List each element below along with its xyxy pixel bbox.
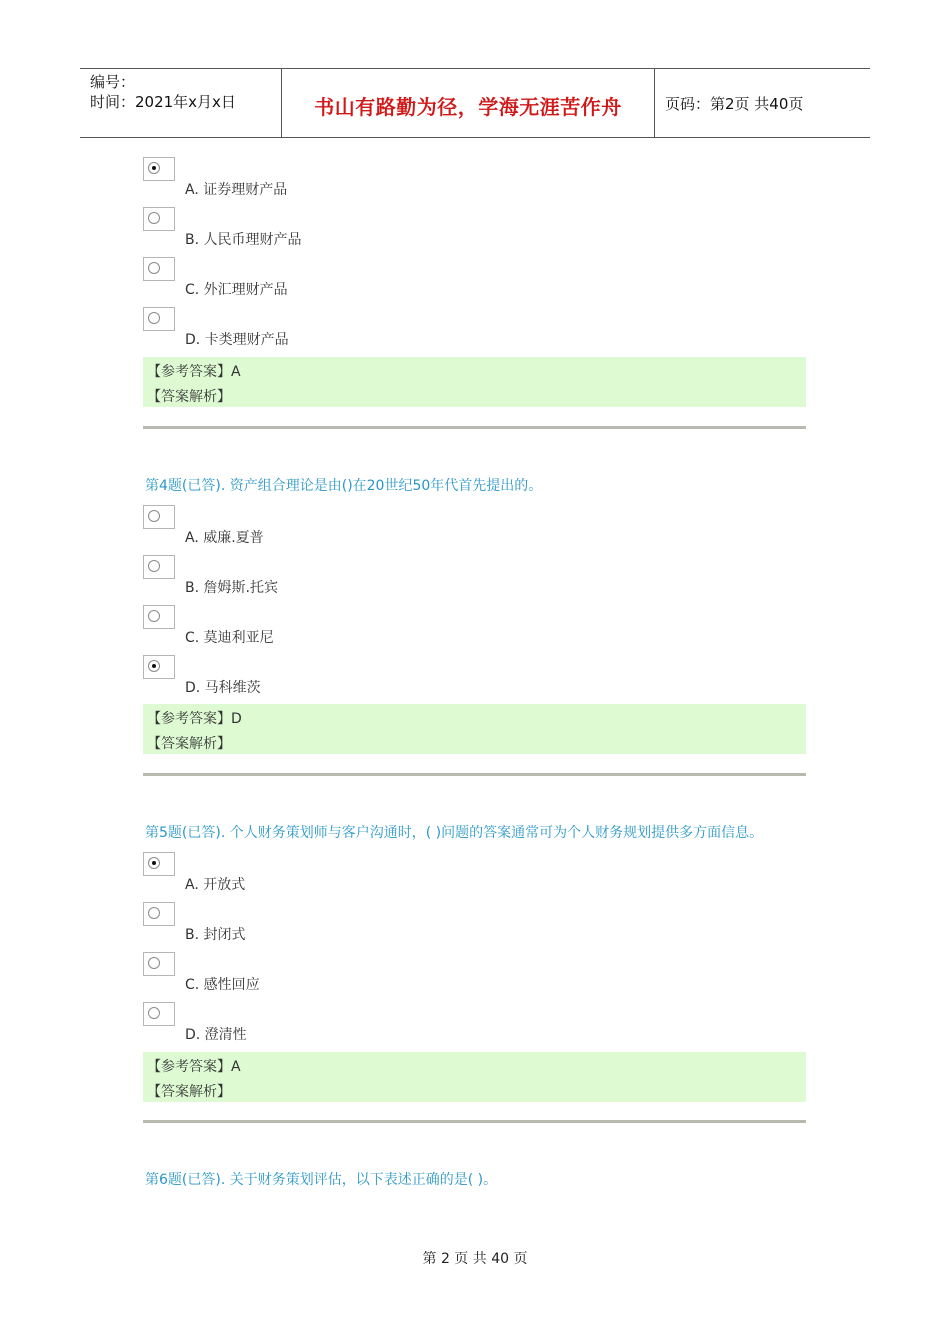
option-label: D. 马科维茨 <box>185 680 261 696</box>
answer-box-q5 <box>143 1052 806 1102</box>
option-label: A. 开放式 <box>185 877 246 893</box>
option-label: B. 封闭式 <box>185 927 246 943</box>
option-label: B. 人民币理财产品 <box>185 232 302 248</box>
radio-unchecked-icon <box>148 907 160 919</box>
radio-checked-icon <box>148 162 160 174</box>
option-label: A. 证券理财产品 <box>185 182 288 198</box>
radio-button[interactable] <box>143 505 175 529</box>
radio-checked-icon <box>148 857 160 869</box>
radio-button[interactable] <box>143 257 175 281</box>
page-header <box>80 68 870 138</box>
radio-unchecked-icon <box>148 510 160 522</box>
header-meta-cell <box>80 69 282 137</box>
radio-button[interactable] <box>143 207 175 231</box>
question-6-text: 第6题(已答). 关于财务策划评估，以下表述正确的是( )。 <box>145 1172 498 1188</box>
option-label: D. 澄清性 <box>185 1027 247 1043</box>
radio-button[interactable] <box>143 952 175 976</box>
answer-analysis: 【答案解析】 <box>147 1084 231 1100</box>
option-label: C. 莫迪利亚尼 <box>185 630 274 646</box>
option-label: A. 威廉.夏普 <box>185 530 264 546</box>
question-5-text: 第5题(已答). 个人财务策划师与客户沟通时，( )问题的答案通常可为个人财务规划提供多方面信息。 <box>145 825 764 841</box>
page-info: 页码：第2页 共40页 <box>665 95 804 113</box>
radio-button[interactable] <box>143 555 175 579</box>
answer-analysis: 【答案解析】 <box>147 736 231 752</box>
option-label: C. 外汇理财产品 <box>185 282 288 298</box>
header-motto-cell <box>282 69 655 137</box>
reference-answer: 【参考答案】A <box>147 364 241 380</box>
answer-box-q3 <box>143 357 806 407</box>
reference-answer: 【参考答案】D <box>147 711 242 727</box>
radio-checked-icon <box>148 660 160 672</box>
radio-unchecked-icon <box>148 312 160 324</box>
radio-unchecked-icon <box>148 957 160 969</box>
radio-unchecked-icon <box>148 212 160 224</box>
radio-button[interactable] <box>143 605 175 629</box>
option-label: C. 感性回应 <box>185 977 260 993</box>
divider <box>143 426 806 429</box>
date-label: 时间：2021年x月x日 <box>90 93 236 111</box>
radio-unchecked-icon <box>148 560 160 572</box>
page-footer: 第 2 页 共 40 页 <box>422 1251 528 1267</box>
divider <box>143 1120 806 1123</box>
question-4-text: 第4题(已答). 资产组合理论是由()在20世纪50年代首先提出的。 <box>145 478 543 494</box>
option-label: D. 卡类理财产品 <box>185 332 289 348</box>
divider <box>143 773 806 776</box>
radio-unchecked-icon <box>148 610 160 622</box>
header-page-cell <box>655 69 870 137</box>
answer-box-q4 <box>143 704 806 754</box>
reference-answer: 【参考答案】A <box>147 1059 241 1075</box>
serial-label: 编号： <box>90 73 136 91</box>
radio-button[interactable] <box>143 902 175 926</box>
answer-analysis: 【答案解析】 <box>147 389 231 405</box>
radio-unchecked-icon <box>148 1007 160 1019</box>
radio-unchecked-icon <box>148 262 160 274</box>
motto: 书山有路勤为径，学海无涯苦作舟 <box>314 95 622 119</box>
option-label: B. 詹姆斯.托宾 <box>185 580 278 596</box>
radio-button[interactable] <box>143 307 175 331</box>
radio-button[interactable] <box>143 852 175 876</box>
radio-button[interactable] <box>143 655 175 679</box>
radio-button[interactable] <box>143 157 175 181</box>
radio-button[interactable] <box>143 1002 175 1026</box>
